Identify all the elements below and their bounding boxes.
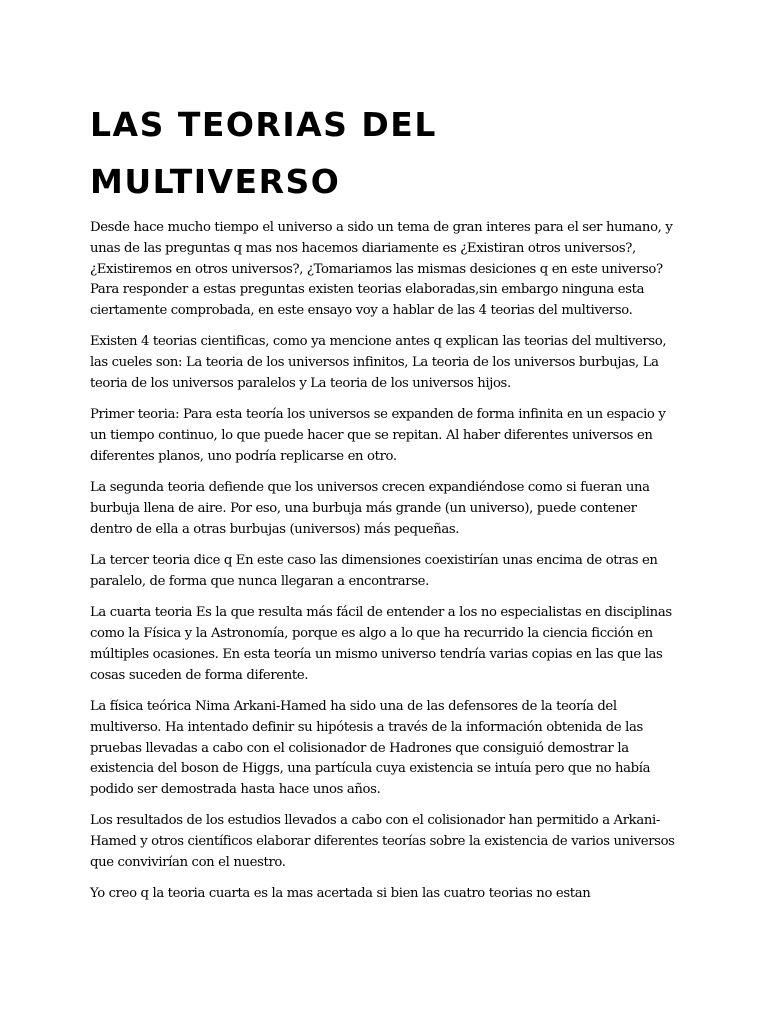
paragraph-fourth-theory: La cuarta teoria Es la que resulta más fácil de entender a los no especialistas en disciplinas como la Física y la Astronomía, porque es algo a lo que ha recurrido la ciencia ficción en múltiples ocasiones. En esta teoría un mismo universo tendría varias copias en las que las cosas suceden de forma diferente. xyxy=(90,605,672,683)
paragraph-second-theory: La segunda teoria defiende que los universos crecen expandiéndose como si fueran una burbuja llena de aire. Por eso, una burbuja más grande (un universo), puede contener dentro de ella a otras burbujas (universos) más pequeñas. xyxy=(90,480,650,537)
document-body xyxy=(90,96,680,916)
paragraph-opinion: Yo creo q la teoria cuarta es la mas acertada si bien las cuatro teorias no estan xyxy=(90,886,591,902)
paragraph-arkani-hamed: La física teórica Nima Arkani-Hamed ha sido una de las defensores de la teoría del multiverso. Ha intentado definir su hipótesis a través de la información obtenida de las pruebas llevadas a cabo con el colisionador de Hadrones que consiguió demostrar la existencia del boson de Higgs, una partícula cuya existencia se intuía pero que no había podido ser demostrada hasta hace unos años. xyxy=(90,698,651,798)
paragraph-collider-results: Los resultados de los estudios llevados a cabo con el colisionador han permitido a Arkani-Hamed y otros científicos elaborar diferentes teorías sobre la existencia de varios universos que convivirían con el nuestro. xyxy=(90,813,675,871)
paragraph-four-theories: Existen 4 teorias cientificas, como ya mencione antes q explican las teorias del multiverso, las cueles son: La teoria de los universos infinitos, La teoria de los universos burbujas, La teoria de los universos paralelos y La teoria de los universos hijos. xyxy=(90,334,667,392)
paragraph-third-theory: La tercer teoria dice q En este caso las dimensiones coexistirían unas encima de otras en paralelo, de forma que nunca llegaran a encontrarse. xyxy=(90,553,658,589)
paragraph-first-theory: Primer teoria: Para esta teoría los universos se expanden de forma infinita en un espacio y un tiempo continuo, lo que puede hacer que se repitan. Al haber diferentes universos en diferentes planos, uno podría replicarse en otro. xyxy=(90,407,666,464)
page-title: LAS TEORIAS DEL MULTIVERSO xyxy=(90,105,437,201)
paragraph-introduction: Desde hace mucho tiempo el universo a sido un tema de gran interes para el ser humano, y unas de las preguntas q mas nos hacemos diariamente es ¿Existiran otros universos?, ¿Existiremos en otros universos?, ¿Tomariamos las mismas desiciones q en este universo? Para responder a estas preguntas existen teorias elaboradas,sin embargo ninguna esta ciertamente comprobada, en este ensayo voy a hablar de las 4 teorias del multiverso. xyxy=(90,220,673,319)
